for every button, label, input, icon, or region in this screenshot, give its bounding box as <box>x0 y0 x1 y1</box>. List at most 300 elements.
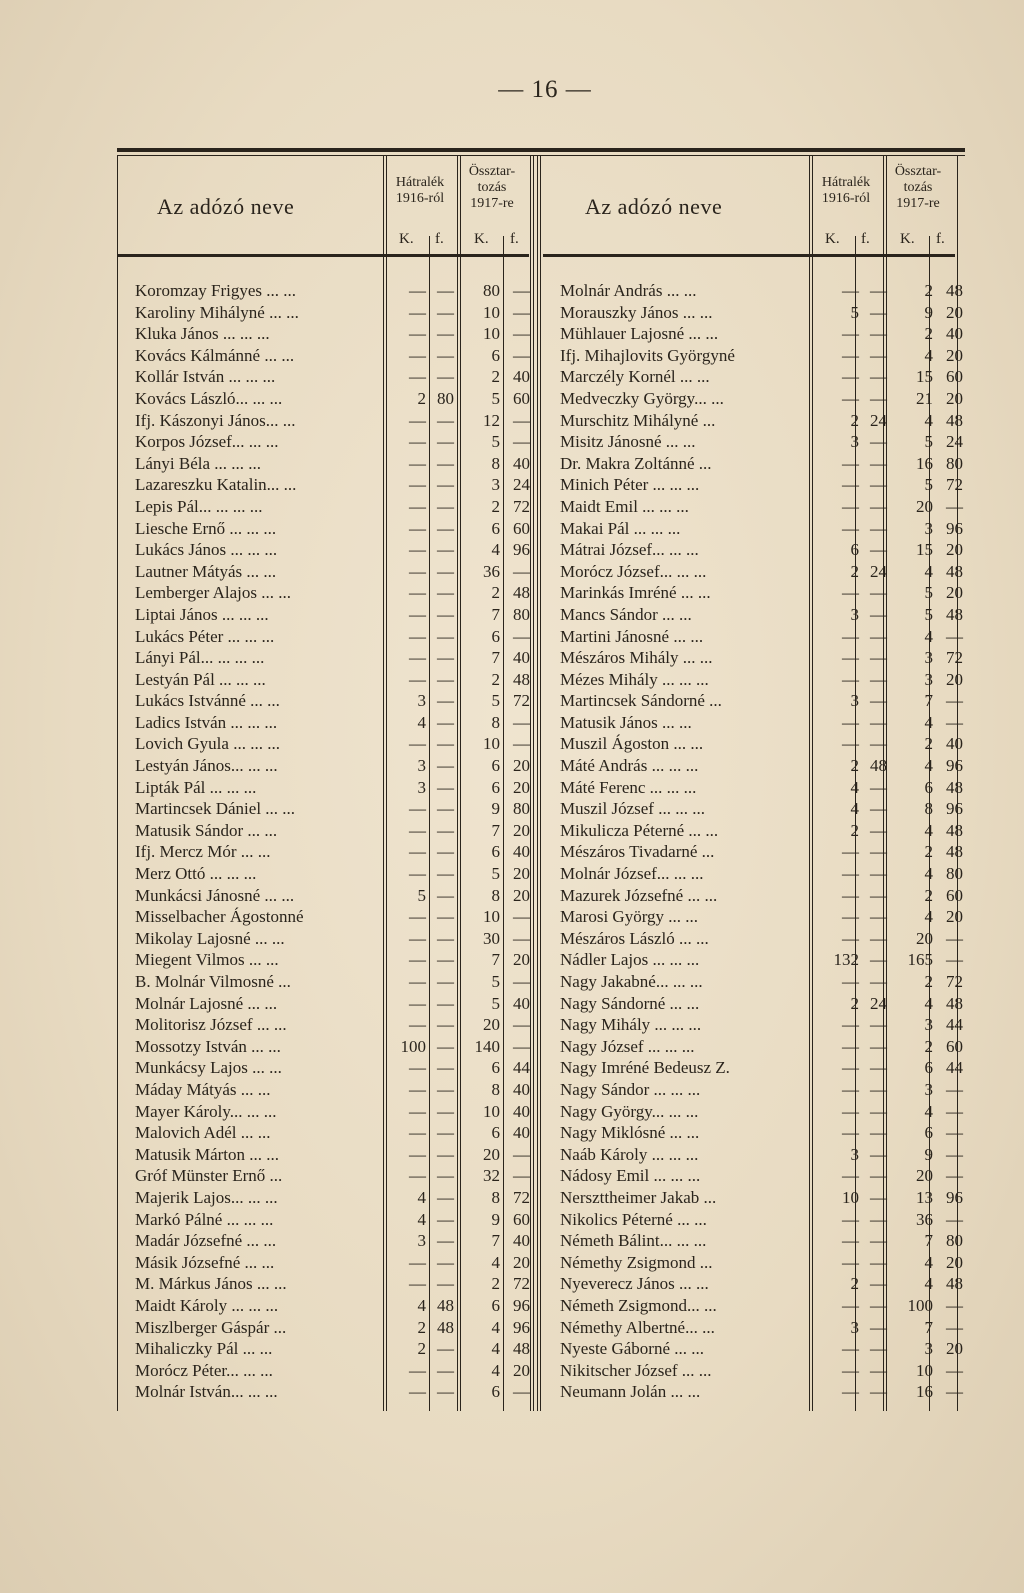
arrears-k-cell: — <box>842 388 859 408</box>
arrears-k-cell: — <box>842 1036 859 1056</box>
arrears-f-cell: — <box>437 324 454 344</box>
taxpayer-name: Munkácsy Lajos ... ... <box>135 1058 282 1078</box>
table-row <box>117 755 534 777</box>
taxpayer-name: Ifj. Mihajlovits Györgyné <box>560 345 735 365</box>
arrears-k-cell: — <box>842 1166 859 1186</box>
total-f-cell: 48 <box>946 281 963 300</box>
taxpayer-name: Lautner Mátyás ... ... <box>135 561 277 581</box>
total-f-cell: — <box>513 1036 530 1056</box>
arrears-k-cell: — <box>409 583 426 603</box>
total-k-cell: 5 <box>491 993 500 1013</box>
arrears-k-cell: 10 <box>842 1187 859 1207</box>
left-table <box>117 156 534 1402</box>
table-row <box>117 1338 534 1360</box>
arrears-k-cell: — <box>842 972 859 991</box>
total-f-cell: — <box>513 972 530 991</box>
arrears-k-cell: 3 <box>417 756 426 776</box>
total-f-cell: 40 <box>946 324 963 344</box>
table-row <box>543 841 967 863</box>
table-row <box>543 626 967 648</box>
total-k-cell: 4 <box>924 907 933 927</box>
total-k-cell: 4 <box>924 626 933 646</box>
total-header-line-1: Össztar- <box>468 164 516 179</box>
arrears-k-cell: — <box>409 1274 426 1294</box>
table-row <box>543 1101 967 1123</box>
taxpayer-name: Mészáros László ... ... <box>560 928 709 948</box>
taxpayer-name: Muszil Ágoston ... ... <box>560 734 704 754</box>
table-row <box>117 733 534 755</box>
table-row <box>543 755 967 777</box>
arrears-f-cell: — <box>437 604 454 624</box>
total-f-cell: 44 <box>513 1058 530 1078</box>
total-f-cell: 20 <box>946 540 963 560</box>
taxpayer-name: Naáb Károly ... ... ... <box>560 1144 699 1164</box>
arrears-k-cell: — <box>842 907 859 927</box>
arrears-f-cell: — <box>437 626 454 646</box>
arrears-k-cell: — <box>842 1101 859 1121</box>
total-k-cell: 30 <box>483 928 500 948</box>
total-k-cell: 36 <box>916 1209 933 1229</box>
total-f-cell: — <box>946 1295 963 1315</box>
taxpayer-name: Ifj. Mercz Mór ... ... <box>135 842 271 862</box>
total-f-cell: 20 <box>513 756 530 776</box>
arrears-f-cell: 24 <box>870 993 887 1013</box>
taxpayer-name: Maidt Emil ... ... ... <box>560 496 689 516</box>
total-f-cell: 72 <box>946 475 963 495</box>
table-row <box>117 1209 534 1231</box>
total-f-cell: — <box>513 281 530 300</box>
total-f-cell: — <box>946 1144 963 1164</box>
table-row <box>543 366 967 388</box>
total-k-cell: 140 <box>474 1036 500 1056</box>
total-k-cell: 7 <box>924 1317 933 1337</box>
total-k-cell: 4 <box>491 1317 500 1337</box>
total-f-cell: 40 <box>513 648 530 668</box>
total-f-cell: — <box>513 345 530 365</box>
total-k-cell: 2 <box>491 583 500 603</box>
arrears-f-cell: — <box>870 928 887 948</box>
table-row <box>117 1381 534 1403</box>
table-row <box>117 1273 534 1295</box>
total-f-cell: 48 <box>946 1274 963 1294</box>
table-row <box>117 690 534 712</box>
table-row <box>543 1057 967 1079</box>
arrears-f-cell: — <box>870 1274 887 1294</box>
arrears-k-cell: — <box>842 1015 859 1035</box>
total-k-cell: 7 <box>491 1231 500 1251</box>
arrears-f-cell: — <box>437 993 454 1013</box>
taxpayer-name: Lovich Gyula ... ... ... <box>135 734 280 754</box>
taxpayer-name: Nagy Sándor ... ... ... <box>560 1079 701 1099</box>
table-row <box>117 798 534 820</box>
table-row <box>117 1036 534 1058</box>
total-k-cell: 2 <box>924 842 933 862</box>
table-row <box>117 626 534 648</box>
arrears-f-cell: — <box>870 1382 887 1402</box>
arrears-k-cell: 5 <box>850 302 859 322</box>
arrears-f-cell: — <box>437 1101 454 1121</box>
arrears-k-cell: — <box>842 324 859 344</box>
taxpayer-name: Nerszttheimer Jakab ... <box>560 1187 717 1207</box>
arrears-k-cell: — <box>842 712 859 732</box>
total-k-cell: 4 <box>924 820 933 840</box>
table-row <box>543 798 967 820</box>
arrears-k-header: K. <box>399 231 414 247</box>
arrears-f-cell: — <box>870 907 887 927</box>
arrears-k-cell: 132 <box>833 950 859 970</box>
table-row <box>117 1360 534 1382</box>
arrears-k-cell: — <box>409 281 426 300</box>
total-k-cell: 15 <box>916 540 933 560</box>
taxpayer-name: Molnár István... ... ... <box>135 1382 278 1402</box>
arrears-k-cell: — <box>409 820 426 840</box>
total-k-cell: 4 <box>924 1101 933 1121</box>
total-k-cell: 2 <box>924 281 933 300</box>
taxpayer-name: Ifj. Kászonyi János... ... <box>135 410 296 430</box>
table-row <box>543 1209 967 1231</box>
arrears-k-cell: — <box>409 669 426 689</box>
arrears-f-cell: — <box>437 561 454 581</box>
arrears-f-cell: — <box>870 496 887 516</box>
taxpayer-name: Majerik Lajos... ... ... <box>135 1187 278 1207</box>
total-f-cell: 60 <box>513 388 530 408</box>
taxpayer-name: Martini Jánosné ... ... <box>560 626 704 646</box>
table-row <box>117 410 534 432</box>
total-header-line-3: 1917-re <box>470 196 514 211</box>
taxpayer-name: Máday Mátyás ... ... <box>135 1079 271 1099</box>
total-f-cell: 44 <box>946 1015 963 1035</box>
table-row <box>543 712 967 734</box>
total-k-cell: 2 <box>491 496 500 516</box>
arrears-k-cell: 3 <box>850 432 859 452</box>
arrears-f-cell: — <box>870 864 887 884</box>
arrears-f-cell: — <box>437 885 454 905</box>
taxpayer-name: Liptai János ... ... ... <box>135 604 269 624</box>
total-f-cell: 60 <box>946 885 963 905</box>
arrears-f-cell: — <box>437 540 454 560</box>
total-f-cell: — <box>513 928 530 948</box>
total-f-cell: 96 <box>946 799 963 819</box>
arrears-k-cell: — <box>409 345 426 365</box>
arrears-f-cell: — <box>870 1252 887 1272</box>
arrears-k-cell: — <box>842 1079 859 1099</box>
total-f-cell: 40 <box>513 1079 530 1099</box>
arrears-f-cell: — <box>437 1382 454 1402</box>
top-rule <box>117 148 965 152</box>
table-row <box>117 1295 534 1317</box>
table-row <box>117 1014 534 1036</box>
arrears-k-cell: — <box>409 1123 426 1143</box>
arrears-f-cell: — <box>870 1058 887 1078</box>
arrears-f-cell: — <box>870 691 887 711</box>
taxpayer-name: Matusik Márton ... ... <box>135 1144 280 1164</box>
arrears-column-header <box>807 175 885 207</box>
table-row <box>117 539 534 561</box>
arrears-f-cell: — <box>437 777 454 797</box>
total-f-cell: — <box>513 432 530 452</box>
arrears-f-cell: — <box>437 1058 454 1078</box>
total-k-cell: 6 <box>924 1058 933 1078</box>
total-f-cell: 48 <box>513 1339 530 1359</box>
arrears-f-cell: — <box>437 281 454 300</box>
table-row <box>543 669 967 691</box>
taxpayer-name: Nagy Mihály ... ... ... <box>560 1015 702 1035</box>
table-row <box>117 949 534 971</box>
total-f-cell: — <box>513 1015 530 1035</box>
taxpayer-name: Lepis Pál... ... ... ... <box>135 496 263 516</box>
total-f-cell: 80 <box>513 604 530 624</box>
arrears-k-cell: — <box>409 864 426 884</box>
taxpayer-name: Molnár József... ... ... <box>560 864 704 884</box>
total-k-cell: 4 <box>924 712 933 732</box>
taxpayer-name: Korpos József... ... ... <box>135 432 279 452</box>
table-row <box>543 1252 967 1274</box>
total-f-cell: — <box>946 1209 963 1229</box>
total-f-cell: 20 <box>946 583 963 603</box>
taxpayer-name: Molnár Lajosné ... ... <box>135 993 278 1013</box>
total-k-cell: 5 <box>924 583 933 603</box>
total-f-cell: — <box>946 1079 963 1099</box>
total-k-cell: 10 <box>916 1360 933 1380</box>
taxpayer-name: Ladics István ... ... ... <box>135 712 278 732</box>
left-table-header <box>117 156 534 256</box>
taxpayer-name: Nagy József ... ... ... <box>560 1036 695 1056</box>
arrears-f-cell: — <box>437 410 454 430</box>
total-k-cell: 5 <box>491 691 500 711</box>
total-k-cell: 5 <box>491 864 500 884</box>
total-f-cell: 20 <box>513 950 530 970</box>
total-f-cell: 24 <box>946 432 963 452</box>
total-f-cell: — <box>946 712 963 732</box>
total-k-cell: 2 <box>924 734 933 754</box>
arrears-k-cell: — <box>409 648 426 668</box>
arrears-f-cell: — <box>437 475 454 495</box>
arrears-f-cell: — <box>870 842 887 862</box>
taxpayer-name: Másik Józsefné ... ... <box>135 1252 275 1272</box>
arrears-f-cell: — <box>437 1166 454 1186</box>
table-row <box>543 518 967 540</box>
total-f-cell: 20 <box>513 820 530 840</box>
left-table-rows <box>117 280 534 1403</box>
arrears-f-cell: — <box>437 1079 454 1099</box>
total-k-cell: 9 <box>491 799 500 819</box>
total-f-cell: — <box>513 1144 530 1164</box>
total-f-cell: — <box>513 1166 530 1186</box>
total-header-line-2: tozás <box>477 180 507 195</box>
table-row <box>117 366 534 388</box>
arrears-k-cell: — <box>842 367 859 387</box>
table-row <box>543 1273 967 1295</box>
total-f-cell: 20 <box>946 388 963 408</box>
taxpayer-name: Marosi György ... ... <box>560 907 699 927</box>
total-k-cell: 9 <box>491 1209 500 1229</box>
arrears-f-cell: — <box>870 972 887 991</box>
arrears-k-cell: — <box>842 626 859 646</box>
total-k-cell: 6 <box>491 345 500 365</box>
table-row <box>117 323 534 345</box>
total-k-cell: 3 <box>924 648 933 668</box>
arrears-k-cell: — <box>409 496 426 516</box>
arrears-k-cell: 4 <box>417 712 426 732</box>
name-column-header: Az adózó neve <box>157 194 295 219</box>
total-f-cell: 96 <box>513 1295 530 1315</box>
total-k-cell: 3 <box>924 1079 933 1099</box>
taxpayer-name: Misselbacher Ágostonné <box>135 907 304 927</box>
arrears-f-cell: — <box>437 1209 454 1229</box>
arrears-k-cell: 2 <box>850 993 859 1013</box>
total-f-cell: — <box>946 1123 963 1143</box>
table-row <box>117 863 534 885</box>
total-k-cell: 9 <box>924 1144 933 1164</box>
total-k-cell: 4 <box>924 1274 933 1294</box>
total-k-cell: 7 <box>491 950 500 970</box>
arrears-f-cell: — <box>437 345 454 365</box>
taxpayer-name: Miegent Vilmos ... ... <box>135 950 279 970</box>
arrears-k-cell: 2 <box>850 561 859 581</box>
total-k-cell: 8 <box>491 1187 500 1207</box>
arrears-f-cell: — <box>870 1317 887 1337</box>
arrears-f-cell: — <box>437 691 454 711</box>
total-k-cell: 5 <box>491 432 500 452</box>
arrears-k-cell: 4 <box>417 1187 426 1207</box>
total-f-header: f. <box>510 231 519 247</box>
total-k-cell: 6 <box>491 518 500 538</box>
total-k-cell: 100 <box>907 1295 933 1315</box>
arrears-f-cell: — <box>870 1036 887 1056</box>
arrears-f-cell: — <box>437 928 454 948</box>
total-k-cell: 10 <box>483 907 500 927</box>
arrears-f-cell: — <box>870 950 887 970</box>
total-k-cell: 8 <box>924 799 933 819</box>
arrears-k-cell: — <box>409 1079 426 1099</box>
total-k-cell: 6 <box>491 1295 500 1315</box>
column-line <box>540 156 541 1411</box>
total-k-cell: 7 <box>924 691 933 711</box>
arrears-k-cell: 3 <box>417 777 426 797</box>
arrears-f-cell: — <box>870 281 887 300</box>
arrears-k-cell: — <box>842 1339 859 1359</box>
taxpayer-name: Némethy Albertné... ... <box>560 1317 715 1337</box>
total-k-cell: 3 <box>924 1339 933 1359</box>
total-f-cell: 20 <box>513 885 530 905</box>
table-row <box>543 1230 967 1252</box>
taxpayer-name: Koromzay Frigyes ... ... <box>135 281 297 300</box>
total-k-cell: 5 <box>491 388 500 408</box>
arrears-f-cell: — <box>437 1252 454 1272</box>
table-row <box>117 604 534 626</box>
total-f-cell: — <box>946 691 963 711</box>
total-f-cell: 60 <box>513 1209 530 1229</box>
total-f-cell: 96 <box>946 518 963 538</box>
table-row <box>543 280 967 302</box>
arrears-k-cell: 4 <box>850 777 859 797</box>
arrears-k-cell: — <box>842 1360 859 1380</box>
taxpayer-name: Nagy Imréné Bedeusz Z. <box>560 1058 730 1078</box>
arrears-f-cell: — <box>437 820 454 840</box>
taxpayer-name: Nikolics Péterné ... ... <box>560 1209 707 1229</box>
table-row <box>543 1014 967 1036</box>
arrears-k-cell: — <box>409 324 426 344</box>
total-f-cell: 48 <box>946 604 963 624</box>
total-k-cell: 16 <box>916 453 933 473</box>
arrears-k-cell: — <box>409 1166 426 1186</box>
arrears-f-cell: — <box>870 540 887 560</box>
arrears-f-cell: — <box>437 496 454 516</box>
total-k-cell: 6 <box>491 1382 500 1402</box>
taxpayer-name: Lestyán János... ... ... <box>135 756 278 776</box>
total-k-cell: 6 <box>491 777 500 797</box>
table-row <box>543 453 967 475</box>
arrears-f-cell: — <box>437 756 454 776</box>
arrears-f-cell: — <box>437 734 454 754</box>
total-f-cell: 96 <box>513 1317 530 1337</box>
arrears-f-cell: 80 <box>437 388 454 408</box>
arrears-f-cell: 48 <box>437 1295 454 1315</box>
total-f-cell: 40 <box>513 1101 530 1121</box>
taxpayer-name: Lukács Péter ... ... ... <box>135 626 275 646</box>
arrears-f-cell: — <box>870 475 887 495</box>
arrears-f-cell: 24 <box>870 561 887 581</box>
arrears-f-cell: — <box>437 367 454 387</box>
taxpayer-name: Nikitscher József ... ... <box>560 1360 712 1380</box>
arrears-k-cell: — <box>409 432 426 452</box>
arrears-f-cell: — <box>870 734 887 754</box>
taxpayer-name: Martincsek Sándorné ... <box>560 691 722 711</box>
arrears-k-cell: — <box>842 453 859 473</box>
arrears-f-cell: — <box>870 1101 887 1121</box>
taxpayer-name: Karoliny Mihályné ... ... <box>135 302 299 322</box>
taxpayer-name: Minich Péter ... ... ... <box>560 475 700 495</box>
total-f-cell: 20 <box>946 345 963 365</box>
arrears-header-line-1: Hátralék <box>395 175 445 190</box>
taxpayer-name: Mátrai József... ... ... <box>560 540 699 560</box>
arrears-k-cell: — <box>409 734 426 754</box>
table-row <box>543 733 967 755</box>
taxpayer-name: Mézes Mihály ... ... ... <box>560 669 709 689</box>
arrears-f-cell: — <box>437 950 454 970</box>
total-f-cell: 60 <box>946 1036 963 1056</box>
taxpayer-name: Mossotzy István ... ... <box>135 1036 281 1056</box>
arrears-k-cell: — <box>842 669 859 689</box>
total-f-cell: — <box>513 561 530 581</box>
arrears-f-cell: — <box>437 518 454 538</box>
arrears-f-cell: — <box>437 1015 454 1035</box>
total-f-cell: 96 <box>513 540 530 560</box>
arrears-k-cell: — <box>409 1101 426 1121</box>
table-row <box>543 777 967 799</box>
total-k-cell: 6 <box>924 1123 933 1143</box>
total-k-cell: 8 <box>491 453 500 473</box>
taxpayer-name: Munkácsi Jánosné ... ... <box>135 885 295 905</box>
total-f-cell: 72 <box>513 496 530 516</box>
arrears-f-cell: — <box>870 583 887 603</box>
total-f-cell: 20 <box>946 669 963 689</box>
arrears-f-cell: — <box>870 1339 887 1359</box>
total-f-cell: 20 <box>946 1339 963 1359</box>
total-k-cell: 4 <box>924 345 933 365</box>
total-k-cell: 8 <box>491 712 500 732</box>
taxpayer-name: Matusik Sándor ... ... <box>135 820 278 840</box>
arrears-f-cell: — <box>437 712 454 732</box>
total-k-cell: 6 <box>491 1123 500 1143</box>
total-f-cell: — <box>513 324 530 344</box>
arrears-k-cell: — <box>409 1382 426 1402</box>
taxpayer-name: Morócz Péter... ... ... <box>135 1360 273 1380</box>
total-k-cell: 2 <box>924 972 933 991</box>
taxpayer-name: Markó Pálné ... ... ... <box>135 1209 274 1229</box>
total-k-cell: 5 <box>924 475 933 495</box>
table-row <box>117 1101 534 1123</box>
